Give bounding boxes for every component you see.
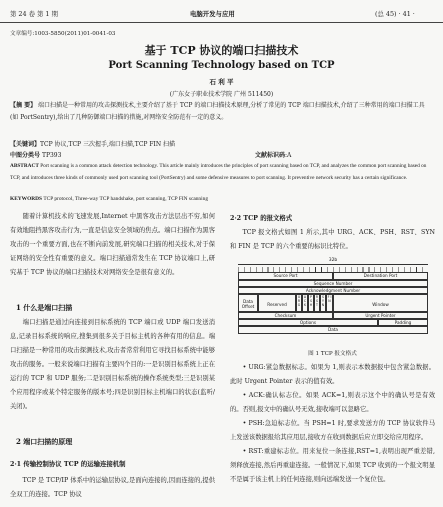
section-2-2-body	[230, 226, 435, 256]
article-id: 文章编号:1003-5850(2011)01-0041-03	[10, 31, 116, 37]
section-2-2-heading: 2·2 TCP 的报文格式	[230, 214, 293, 222]
volume-issue: 第 24 卷 第 1 期	[10, 10, 58, 18]
field-sequence-number: Sequence Number	[238, 280, 428, 287]
bit-width-arrow	[238, 264, 428, 265]
doc-code-block: 文献标识码:A	[255, 152, 292, 159]
section-1-heading: 1 什么是端口扫描	[16, 303, 73, 312]
title-cn: 基于 TCP 协议的端口扫描技术	[144, 44, 299, 57]
bullet-rst: • RST:重建标志位。用来复位一条连接,RST=1,表明出现严重差错,须释放连接,然后再重建连接。一般情况下,如果 TCP 收到的一个报文明显不是属于该主机上的任何连接,则向远端发送一个复位包。	[230, 448, 435, 483]
bit-width-label: 32b	[328, 258, 338, 263]
flag-rst: R S T	[314, 294, 320, 312]
field-window: Window	[333, 294, 428, 312]
flag-syn: S Y N	[320, 294, 326, 312]
bullet-psh-text: PSH:急迫标志位。当 PSH=1 时,要求发送方的 TCP 协议软件马上发送该数据报给其应用层,接收方在收到数据后应立即交给应用程序。	[230, 420, 435, 441]
clc-label: 中图分类号	[10, 152, 41, 159]
title-en: Port Scanning Technology based on TCP	[108, 60, 335, 71]
bullet-ack-text: ACK:确认标志位。如果 ACK=1,则表示这个中的确认号是有效的。否则,报文中的确认号无效,接收端可以忽略它。	[230, 392, 435, 413]
tcp-header-figure	[238, 258, 428, 346]
intro-paragraph	[10, 210, 215, 298]
section-2-2-text: TCP 报文格式如图 1 所示,其中 URG、ACK、PSH、RST、SYN 和 FIN 是 TCP 的六个重要的标识比特位。	[230, 229, 435, 250]
bullet-urg: • URG:紧急数据标志。如果为 1,则表示本数据报中包含紧急数据。此时 Urgent Pointer 表示的值有效。	[230, 364, 435, 385]
field-reserved: Reserved	[258, 294, 296, 312]
intro-text: 随着计算机技术的飞速发展,Internet 中黑客攻击方法层出不穷,如何有效地阻挡黑客攻击行为,一直是信息安全领域的焦点。端口扫描作为黑客攻击的一个重要方面,也在不断向前发展,研究端口扫描的相关技术,对于保证网络的安全性有重要的意义。端口扫描通常发生在 TCP 协议端口上,研究基于 TCP 协议的端口扫描技术对网络安全是很有意义的。	[10, 213, 215, 276]
keywords-cn-label: 【关键词】	[10, 141, 41, 148]
field-destination-port: Destination Port	[333, 272, 428, 280]
section-1-body	[10, 316, 215, 433]
journal-name: 电脑开发与应用	[190, 10, 235, 18]
clc-block	[10, 150, 61, 159]
doc-code-value: A	[287, 152, 292, 159]
section-2-1-heading: 2·1 传输控制协议 TCP 的运输连接机制	[10, 460, 126, 468]
section-2-heading: 2 端口扫描的原理	[16, 437, 73, 446]
doc-code-label: 文献标识码	[255, 152, 286, 159]
abstract-cn-text: 端口扫描是一种常用的攻击探测技术,主要介绍了基于 TCP 的端口扫描技术原理,分析了常见的 TCP 端口扫描技术,介绍了三种常用的端口扫描工具 (如 PortSentry),给出了几种防御端口扫描的措施,对网络安全防范有一定的意义。	[10, 102, 425, 121]
flag-fin: F I N	[326, 294, 333, 312]
field-options: Options	[238, 319, 378, 326]
field-urgent-pointer: Urgent Pointer	[333, 312, 428, 319]
bullet-psh: • PSH:急迫标志位。当 PSH=1 时,要求发送方的 TCP 协议软件马上发送该数据报给其应用层,接收方在收到数据后应立即交给应用程序。	[230, 420, 435, 441]
figure-1-caption: 图 1 TCP 报文格式	[308, 351, 357, 357]
affiliation: (广东女子职业技术学院 广州 511450)	[169, 91, 274, 98]
bullet-ack: • ACK:确认标志位。如果 ACK=1,则表示这个中的确认号是有效的。否则,报文中的确认号无效,接收端可以忽略它。	[230, 392, 435, 413]
section-2-1-text: TCP 是 TCP/IP 体系中的运输层协议,是面向连接的,因而连接的,提供全双工的连接。TCP 协议	[10, 477, 215, 498]
flag-psh: P S H	[308, 294, 314, 312]
flag-ack: A C K	[302, 294, 308, 312]
clc-value: TP393	[41, 152, 62, 159]
bullet-rst-text: RST:重建标志位。用来复位一条连接,RST=1,表明出现严重差错,须释放连接,然后再重建连接。一般情况下,如果 TCP 收到的一个报文明显不是属于该主机上的任何连接,则向远端发送一个复位包。	[230, 448, 435, 483]
keywords-en-text: TCP protocol, Three-way TCP handshake, port scanning, TCP FIN scanning	[43, 196, 209, 202]
page-number: (总 45) · 41 ·	[375, 10, 415, 18]
section-1-text: 端口扫描是通过向连接到目标系统的 TCP 端口或 UDP 端口发送消息,记录目标系统的响应,搜集到很多关于目标主机的各种有用的信息。端口扫描是一种常用的攻击探测技术,攻击者常常利用它寻找目标系统中能够攻击的服务。一般来说端口扫描有主要四个目的:一是识别目标系统上正在运行的 TCP 和 UDP 服务;二是识别目标系统的操作系统类型;三是识别某个应用程序或某个特定服务的版本号;四是识别目标主机端口的状态(监听/关闭)。	[10, 319, 215, 410]
field-padding: Padding	[378, 319, 428, 326]
author: 石 利 平	[209, 78, 234, 86]
abstract-en-text: Port scanning is a common attack detection technology. This article mainly introduces the principles of port scanning based on TCP, and analyzes the common port scanning based on TCP, and introduces three kinds of commonly used port scanning tool (PortSentry) and some defensive measures to port scanning. It preventive network security has a certain significance.	[10, 163, 427, 181]
bullet-urg-text: URG:紧急数据标志。如果为 1,则表示本数据报中包含紧急数据。此时 Urgent Pointer 表示的值有效。	[230, 364, 435, 385]
keywords-en-block	[10, 196, 208, 202]
keywords-cn-block	[10, 139, 175, 148]
abstract-en-label: ABSTRACT	[10, 163, 39, 169]
abstract-cn-label: 【摘 要】	[10, 102, 37, 109]
field-checksum: Checksum	[238, 312, 333, 319]
keywords-en-label: KEYWORDS	[10, 196, 43, 202]
abstract-en-block	[10, 160, 433, 196]
keywords-cn-text: TCP 协议,TCP 三次握手,端口扫描,TCP FIN 扫描	[40, 141, 176, 148]
field-data: Data	[238, 326, 428, 334]
running-header	[0, 0, 443, 23]
section-2-1-body	[10, 474, 215, 504]
abstract-cn-block	[10, 100, 433, 136]
flag-descriptions	[230, 361, 435, 507]
field-data-offset: Data Offset	[238, 294, 258, 312]
field-source-port: Source Port	[238, 272, 333, 280]
flag-urg: U R G	[296, 294, 302, 312]
field-ack-number: Acknowledgment Number	[238, 287, 428, 294]
